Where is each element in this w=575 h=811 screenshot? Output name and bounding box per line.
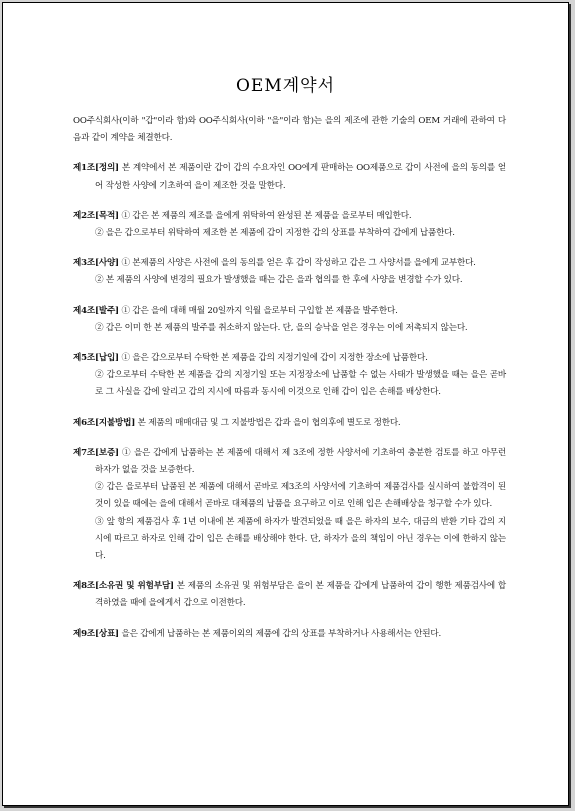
article-text: ② 을은 갑으로부터 위탁하여 제조한 본 제품에 갑이 지정한 갑의 상표를 부착하여 갑에게 납품한다. bbox=[95, 228, 455, 239]
document-title: OEM계약서 bbox=[235, 76, 336, 96]
article-clause-paragraph bbox=[73, 367, 506, 401]
article-text: ② 본 제품의 사양에 변경의 필요가 발생했을 때는 갑은 을과 협의를 한 후에 사양을 변경할 수가 있다. bbox=[95, 275, 463, 286]
document-page bbox=[2, 2, 569, 806]
article-section bbox=[73, 303, 506, 337]
article-first-paragraph bbox=[73, 578, 506, 612]
article-text: ① 을은 갑에게 납품하는 본 제품에 대해서 제 3조에 정한 사양서에 기초하여 충분한 검토를 하고 아무런 하자가 없을 것을 보증한다. bbox=[95, 447, 506, 476]
article-heading: 제1조[정의] bbox=[73, 163, 119, 174]
article-text: ① 갑은 을에 대해 매월 20일까지 익월 을로부터 구입할 본 제품을 발주한다. bbox=[121, 305, 398, 316]
article-first-paragraph bbox=[73, 160, 506, 194]
article-heading: 제3조[사양] bbox=[73, 258, 119, 269]
article-section bbox=[73, 208, 506, 242]
article-clause-paragraph bbox=[73, 225, 506, 242]
article-first-paragraph bbox=[73, 445, 506, 479]
article-section bbox=[73, 626, 506, 643]
article-clause-paragraph bbox=[73, 272, 506, 289]
article-text: 본 계약에서 본 제품이란 갑이 갑의 수요자인 OO에게 판매하는 OO제품으로 갑이 사전에 을의 동의를 얻어 작성한 사양에 기초하여 을이 제조한 것을 말한다. bbox=[95, 163, 506, 191]
article-clause-paragraph bbox=[73, 320, 506, 337]
article-first-paragraph bbox=[73, 208, 506, 225]
article-text: 본 제품의 매매대금 및 그 지불방법은 갑과 을이 협의후에 별도로 정한다. bbox=[137, 417, 401, 428]
article-heading: 제4조[발주] bbox=[73, 305, 119, 316]
article-heading: 제8조[소유권 및 위험부담] bbox=[73, 581, 174, 592]
intro-paragraph: OO주식회사(이하 "갑"이라 함)와 OO주식회사(이하 "을"이라 함)는 을의 제조에 관한 기술의 OEM 거래에 관하여 다음과 같이 계약을 체결한다. bbox=[73, 116, 506, 144]
article-first-paragraph bbox=[73, 626, 506, 643]
article-heading: 제5조[납입] bbox=[73, 353, 119, 364]
article-text: ② 갑은 이미 한 본 제품의 발주를 취소하지 않는다. 단, 을의 승낙을 얻은 경우는 이에 저촉되지 않는다. bbox=[95, 322, 468, 333]
article-heading: 제7조[보증] bbox=[73, 447, 119, 458]
article-text: 을은 갑에게 납품하는 본 제품이외의 제품에 갑의 상표를 부착하거나 사용해서는 안된다. bbox=[121, 628, 441, 639]
document-body bbox=[73, 113, 506, 656]
article-text: ① 갑은 본 제품의 제조를 을에게 위탁하여 완성된 본 제품을 을로부터 매입한다. bbox=[121, 210, 412, 221]
article-text: 본 제품의 소유권 및 위험부담은 을이 본 제품을 갑에게 납품하여 갑이 행한 제품검사에 합격하였을 때에 을에게서 갑으로 이전한다. bbox=[95, 581, 506, 609]
article-heading: 제2조[목적] bbox=[73, 210, 119, 221]
article-first-paragraph bbox=[73, 350, 506, 367]
article-text: ② 갑으로부터 수탁한 본 제품을 갑의 지정기일 또는 지정장소에 납품할 수 없는 사태가 발생했을 때는 을은 곧바로 그 사실을 갑에 알리고 갑의 지시에 따름과 동시에 이것으로 인해 갑이 입은 손해를 배상한다. bbox=[95, 370, 506, 398]
article-first-paragraph bbox=[73, 255, 506, 272]
article-section bbox=[73, 578, 506, 612]
article-section bbox=[73, 415, 506, 432]
article-list bbox=[73, 160, 506, 642]
article-text: ② 갑은 을로부터 납품된 본 제품에 대해서 곧바로 제3조의 사양서에 기초하여 제품검사를 실시하여 불합격이 된 것이 있을 때에는 을에 대해서 곧바로 대체품의 납품을 요구하고 이로 인해 입은 손해배상을 청구할 수가 있다. bbox=[95, 482, 506, 510]
article-clause-paragraph bbox=[73, 514, 506, 566]
article-section bbox=[73, 350, 506, 402]
article-first-paragraph bbox=[73, 415, 506, 432]
article-heading: 제6조[지불방법] bbox=[73, 417, 136, 428]
article-first-paragraph bbox=[73, 303, 506, 320]
article-text: ③ 앞 항의 제품검사 후 1년 이내에 본 제품에 하자가 발견되었을 때 을은 하자의 보수, 대금의 반환 기타 갑의 지시에 따르고 하자로 인해 갑이 입은 손해를 배상해야 한다. 단, 하자가 을의 책임이 아닌 경우는 이에 한하지 않는다. bbox=[95, 516, 506, 562]
article-clause-paragraph bbox=[73, 479, 506, 513]
article-section bbox=[73, 160, 506, 194]
article-text: ① 본제품의 사양은 사전에 을의 동의를 얻은 후 갑이 작성하고 갑은 그 사양서를 을에게 교부한다. bbox=[121, 258, 476, 269]
article-heading: 제9조[상표] bbox=[73, 628, 119, 639]
article-section bbox=[73, 255, 506, 289]
article-section bbox=[73, 445, 506, 565]
article-text: ① 을은 갑으로부터 수탁한 본 제품을 갑의 지정기일에 갑이 지정한 장소에 납품한다. bbox=[121, 353, 428, 364]
